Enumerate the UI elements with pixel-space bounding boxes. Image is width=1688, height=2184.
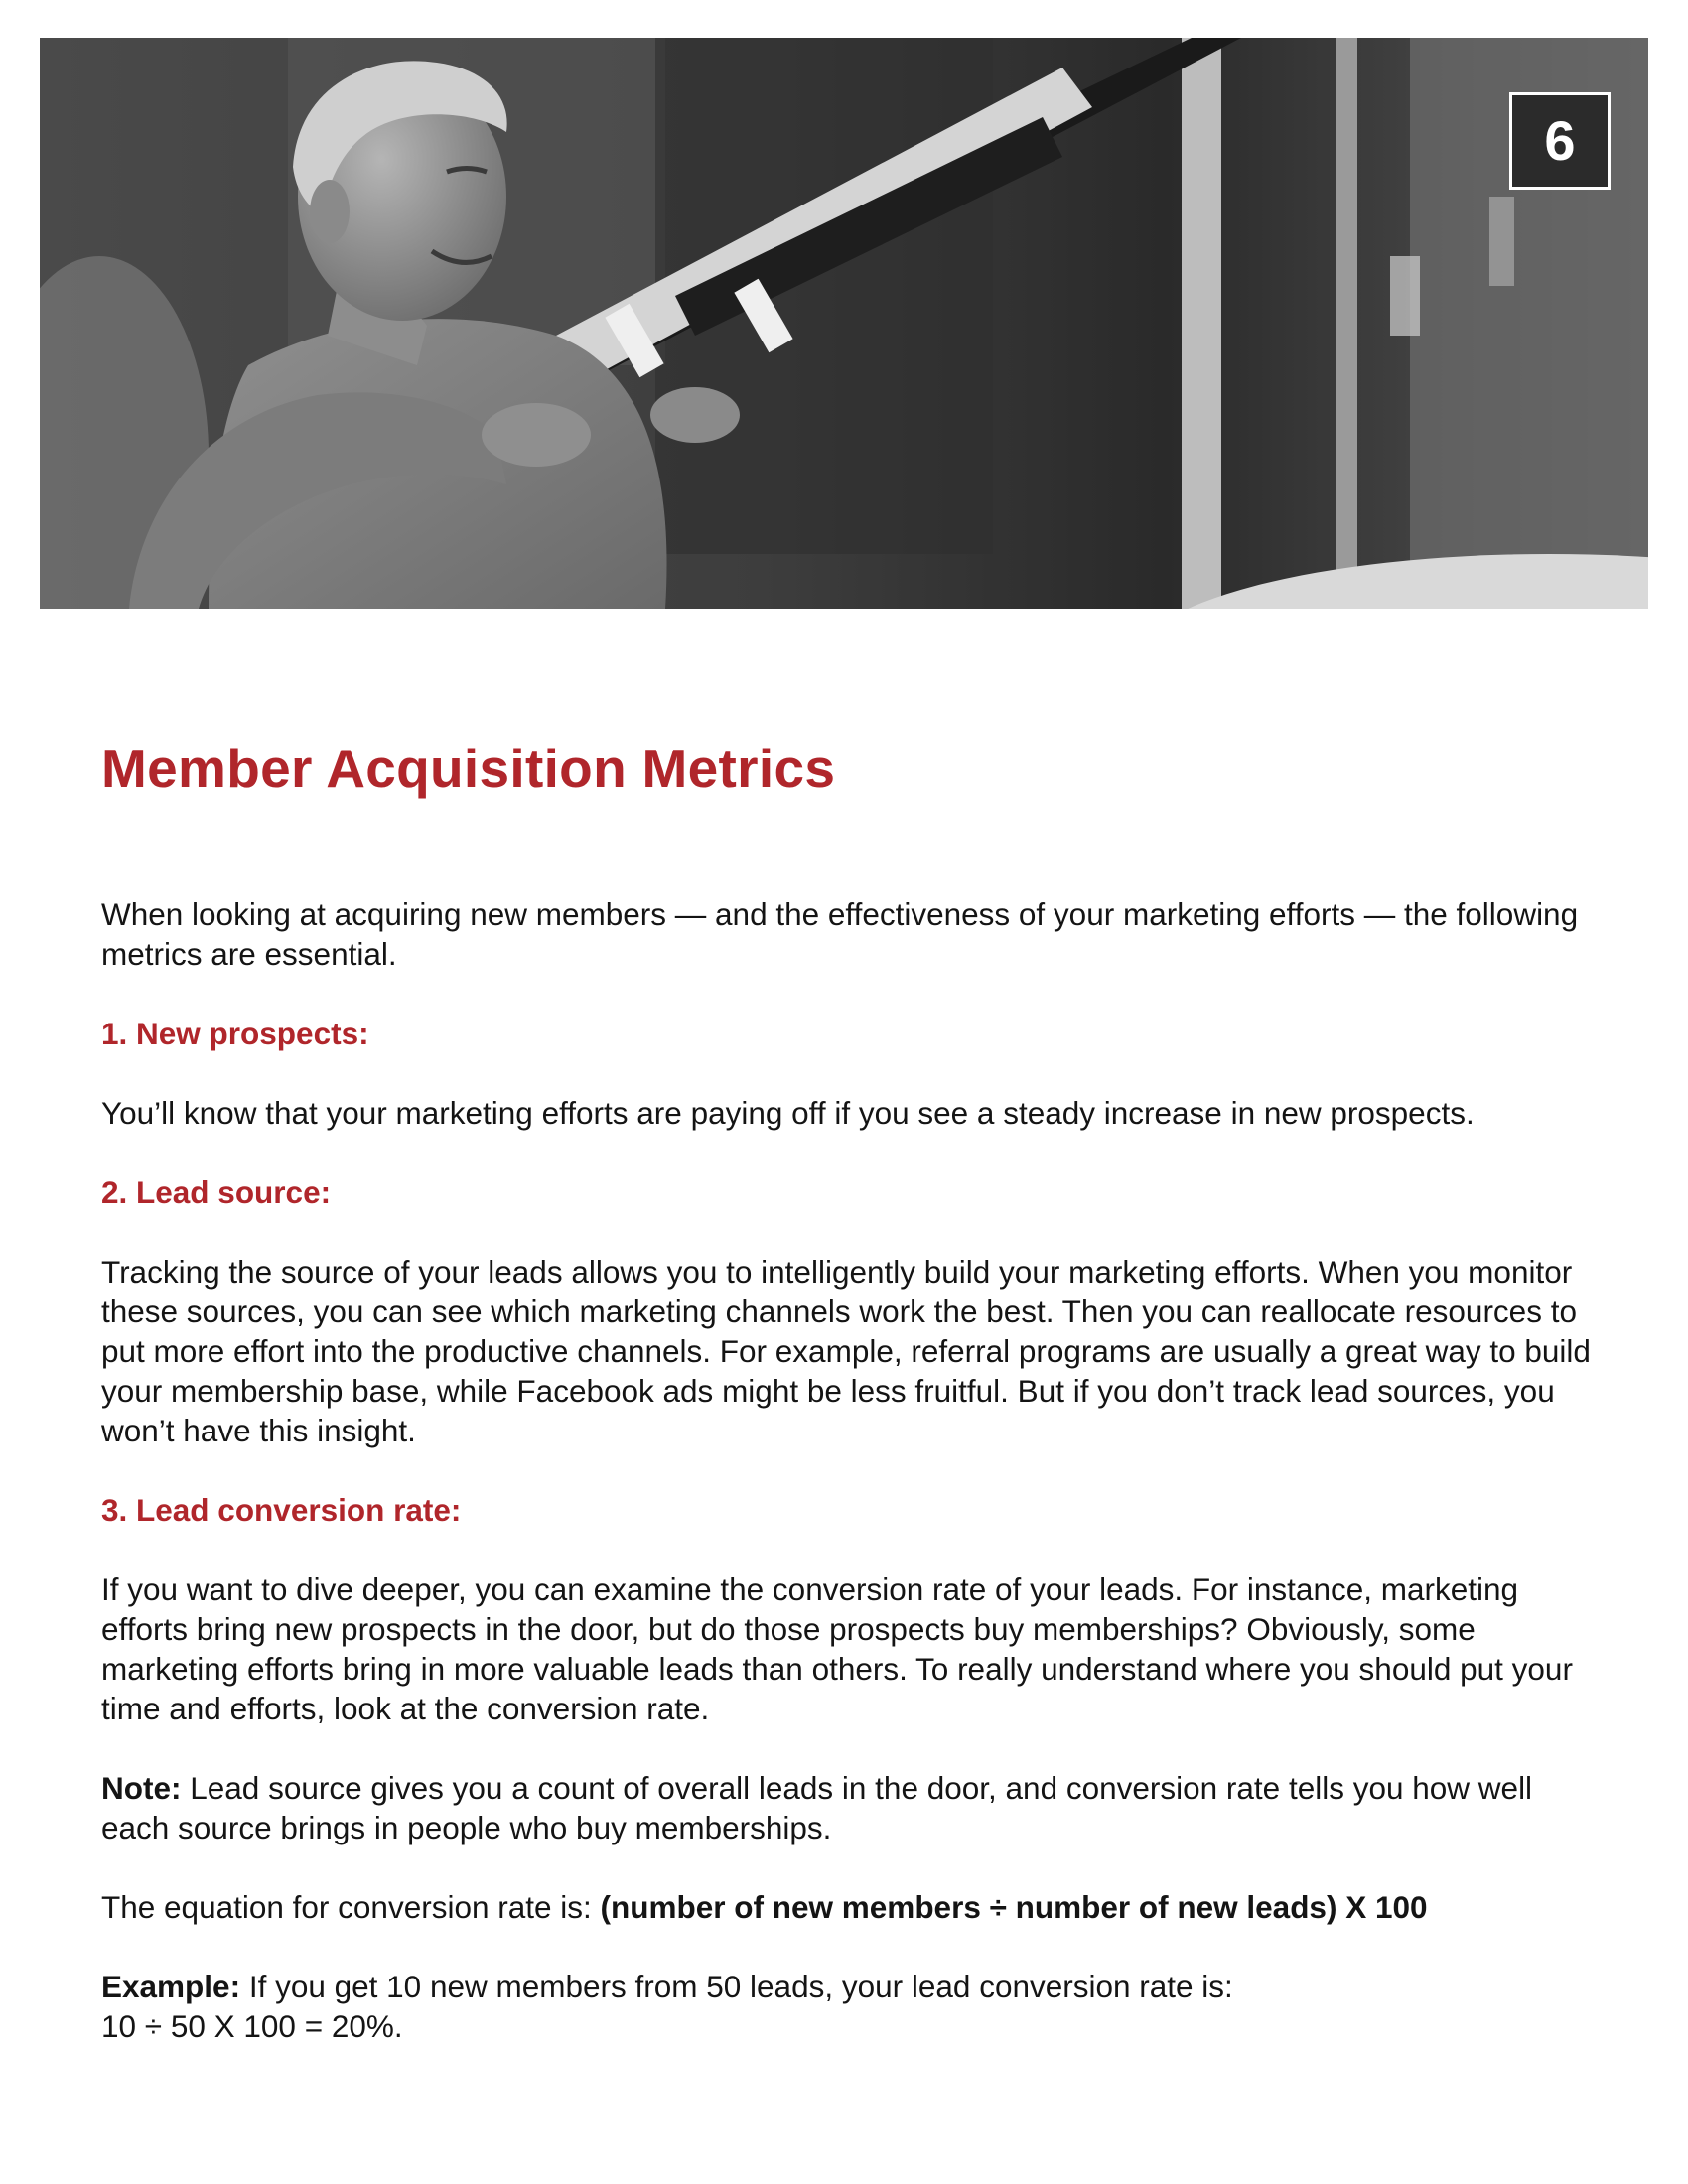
page-number-badge: 6 — [1509, 92, 1611, 190]
note-label: Note: — [101, 1770, 182, 1806]
example-calculation: 10 ÷ 50 X 100 = 20%. — [101, 2008, 403, 2044]
section-heading-new-prospects: 1. New prospects: — [101, 1016, 369, 1051]
intro-paragraph: When looking at acquiring new members — and the effectiveness of your marketing efforts — the following metrics are essential. — [101, 896, 1579, 972]
section-body-lead-conversion-rate: If you want to dive deeper, you can examine the conversion rate of your leads. For instance, marketing efforts bring new prospects in the door, but do those prospects buy memberships? Obviously, some marketing efforts bring in more valuable leads than others. To really understand where you should put your time and efforts, look at the conversion rate. — [101, 1571, 1573, 1726]
equation-paragraph — [101, 1887, 1591, 1927]
section-heading-lead-source: 2. Lead source: — [101, 1174, 332, 1210]
section-body-lead-source: Tracking the source of your leads allows you to intelligently build your marketing efforts. When you monitor these sources, you can see which marketing channels work the best. Then you can reallocate resources to put more effort into the productive channels. For example, referral programs are usually a great way to build your membership base, while Facebook ads might be less fruitful. But if you don’t track lead sources, you won’t have this insight. — [101, 1254, 1591, 1448]
equation-lead-in: The equation for conversion rate is: — [101, 1889, 601, 1925]
example-label: Example: — [101, 1969, 241, 2004]
article — [101, 735, 1591, 2046]
page-title: Member Acquisition Metrics — [101, 738, 836, 799]
note-text: Lead source gives you a count of overall leads in the door, and conversion rate tells you how well each source brings in people who buy memberships. — [101, 1770, 1533, 1845]
example-text: If you get 10 new members from 50 leads, your lead conversion rate is: — [240, 1969, 1233, 2004]
equation-formula: (number of new members ÷ number of new leads) X 100 — [600, 1889, 1428, 1925]
example-paragraph — [101, 1967, 1591, 2046]
section-heading-lead-conversion-rate: 3. Lead conversion rate: — [101, 1492, 462, 1528]
trx-training-photo — [40, 38, 1648, 609]
note-paragraph — [101, 1768, 1591, 1847]
section-body-new-prospects: You’ll know that your marketing efforts are paying off if you see a steady increase in new prospects. — [101, 1095, 1475, 1131]
hero-photo — [40, 38, 1648, 609]
